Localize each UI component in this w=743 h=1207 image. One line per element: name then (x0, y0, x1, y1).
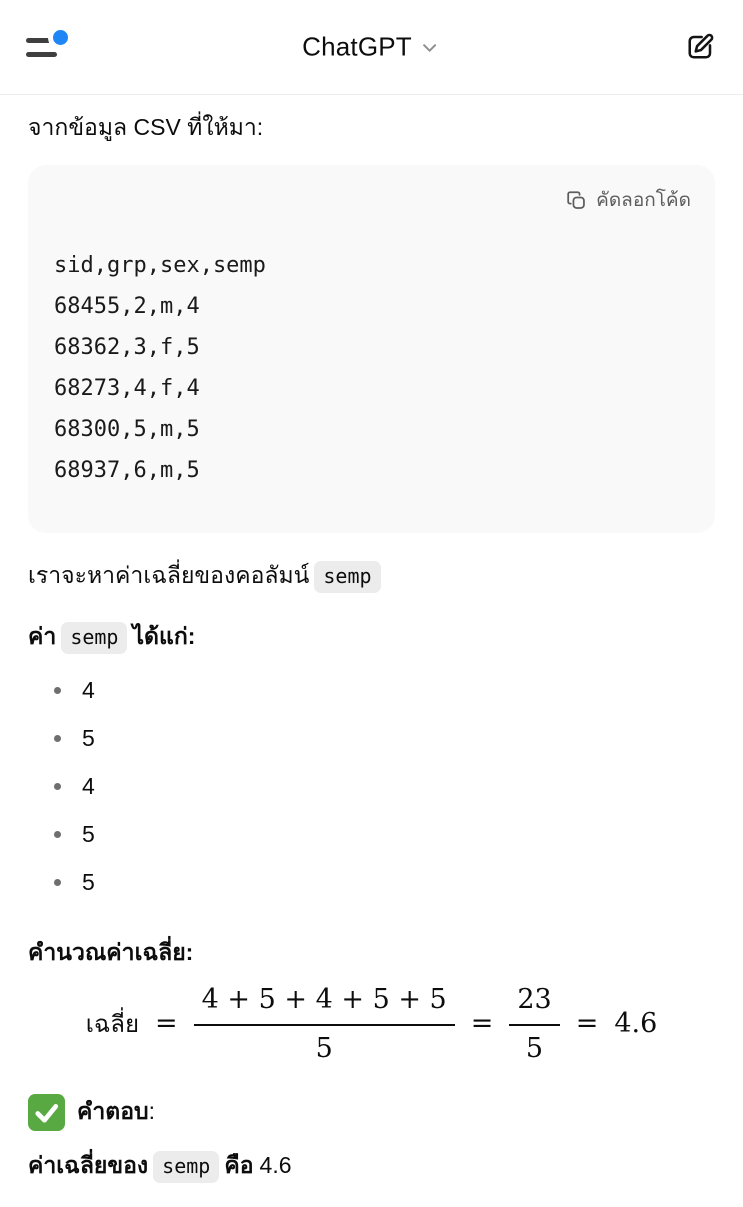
list-item: 4 (28, 762, 715, 810)
code-line: sid,grp,sex,semp (54, 253, 266, 279)
find-average-text (28, 559, 715, 593)
values-heading-prefix: ค่า (28, 623, 57, 650)
list-item: 5 (28, 810, 715, 858)
notification-dot (48, 25, 73, 50)
formula-lhs: เฉลี่ย (85, 1011, 140, 1039)
answer-heading (28, 1094, 715, 1131)
new-chat-button[interactable] (683, 30, 717, 64)
answer-heading-colon: : (148, 1098, 156, 1125)
answer-prefix: ค่าเฉลี่ยของ (28, 1151, 149, 1178)
fraction-numerator: 23 (509, 984, 559, 1026)
values-heading (28, 620, 715, 654)
model-selector[interactable] (302, 32, 441, 63)
code-block-header (28, 165, 715, 215)
code-line: 68362,3,f,5 (54, 335, 200, 361)
code-content (28, 215, 715, 533)
calc-heading: คำนวณค่าเฉลี่ย: (28, 939, 194, 966)
copy-code-button[interactable] (566, 185, 691, 215)
copy-code-label: คัดลอกโค้ด (596, 190, 691, 212)
code-line: 68455,2,m,4 (54, 294, 200, 320)
chevron-down-icon (419, 36, 441, 58)
assistant-message (0, 111, 743, 1183)
check-mark-icon (28, 1094, 65, 1131)
inline-code-semp: semp (61, 622, 127, 654)
app-header (0, 0, 743, 95)
fraction-sum (194, 984, 455, 1064)
list-item: 5 (28, 858, 715, 906)
equals-sign: = (155, 1008, 178, 1040)
equals-sign: = (575, 1008, 599, 1040)
compose-icon (684, 31, 716, 63)
equals-sign: = (470, 1008, 494, 1040)
answer-value: 4.6 (259, 1151, 292, 1178)
fraction-denominator: 5 (315, 1032, 333, 1064)
inline-code-semp: semp (314, 561, 380, 593)
code-block (28, 165, 715, 533)
code-line: 68300,5,m,5 (54, 417, 200, 443)
find-average-label: เราจะหาค่าเฉลี่ยของคอลัมน์ (28, 562, 310, 589)
hamburger-icon (26, 52, 57, 57)
answer-heading-label: คำตอบ (77, 1098, 149, 1125)
formula-result: 4.6 (614, 1008, 658, 1040)
code-line: 68937,6,m,5 (54, 458, 200, 484)
menu-button[interactable] (26, 34, 60, 60)
values-list (28, 666, 715, 906)
fraction-result (509, 984, 559, 1064)
list-item: 5 (28, 714, 715, 762)
inline-code-semp: semp (153, 1151, 219, 1183)
answer-is-label: คือ (224, 1151, 254, 1178)
values-heading-suffix: ได้แก่: (132, 623, 196, 650)
code-line: 68273,4,f,4 (54, 376, 200, 402)
math-formula (28, 984, 715, 1064)
answer-line (28, 1149, 715, 1183)
list-item: 4 (28, 666, 715, 714)
copy-icon (566, 190, 587, 211)
page-title: ChatGPT (302, 31, 412, 62)
fraction-numerator: 4 + 5 + 4 + 5 + 5 (194, 984, 455, 1026)
intro-text: จากข้อมูล CSV ที่ให้มา: (28, 114, 264, 140)
fraction-denominator: 5 (525, 1032, 544, 1064)
